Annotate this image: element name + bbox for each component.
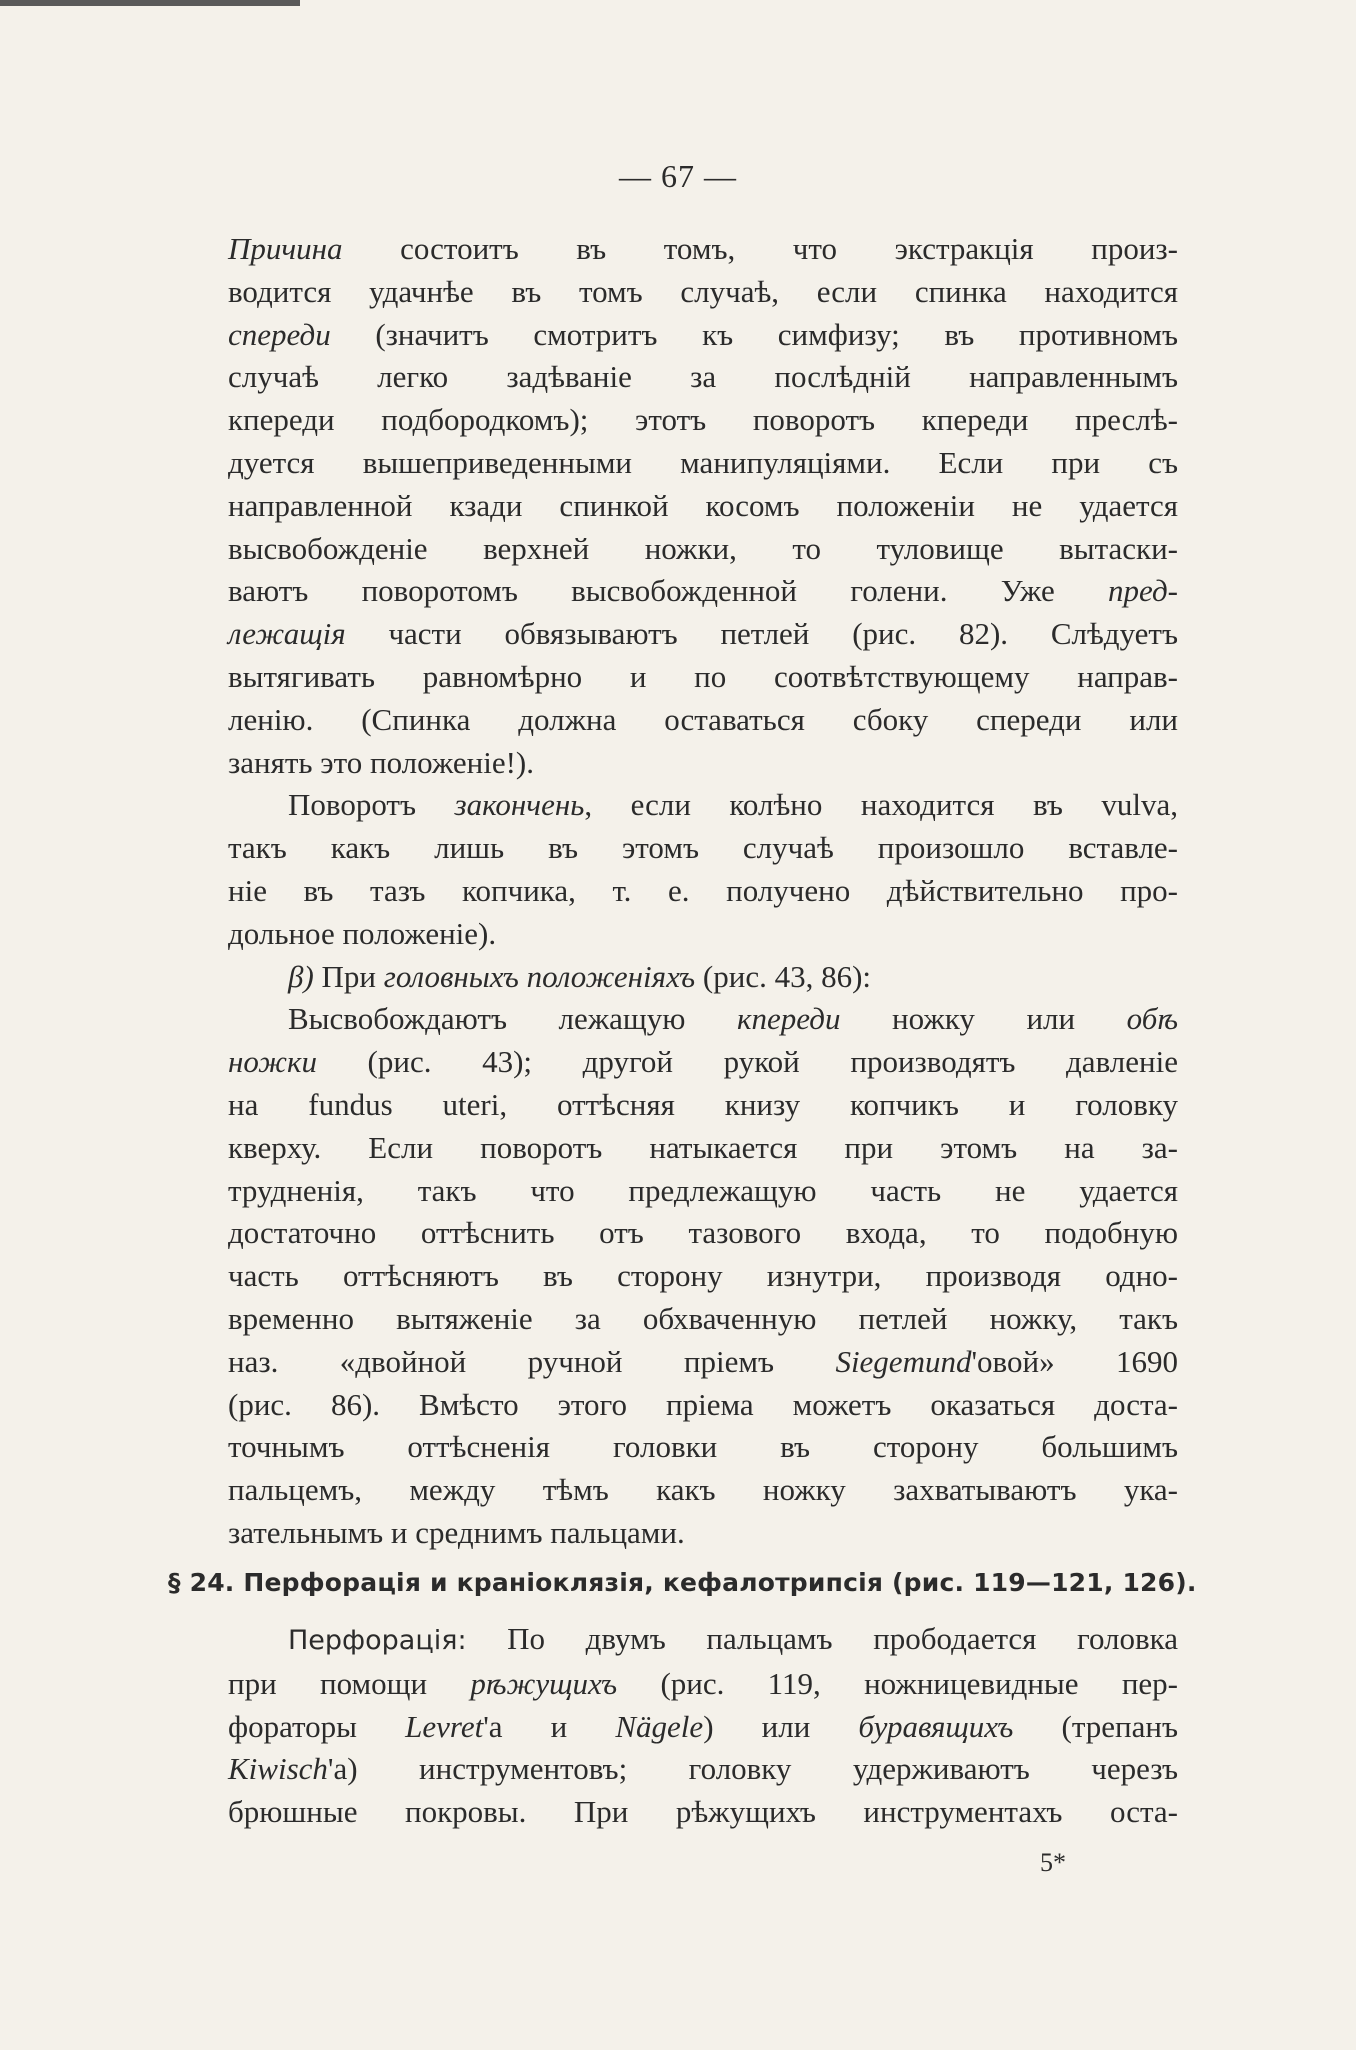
text-run: (рис. 119, ножницевидные пер- <box>617 1665 1178 1701</box>
text-line: зательнымъ и среднимъ пальцами. <box>228 1514 685 1550</box>
text-run: (рис. 43, 86): <box>695 958 872 994</box>
body-text-2 <box>168 1618 1178 1834</box>
text-line: ленію. (Спинка должна оставаться сбоку спереди или <box>228 701 1178 737</box>
text-run: При <box>313 958 384 994</box>
italic-term: кпереди <box>737 1001 841 1037</box>
text-run: (рис. 43); другой рукой производятъ давленіе <box>316 1044 1178 1080</box>
scan-edge <box>0 0 300 6</box>
text-line <box>168 956 1178 999</box>
text-run: фораторы <box>228 1708 406 1744</box>
text-line: достаточно оттѣснить отъ тазового входа, то подобную <box>228 1215 1178 1251</box>
text-run: Высвобождаютъ лежащую <box>288 1001 738 1037</box>
italic-term: буравящихъ <box>858 1708 1014 1744</box>
text-line: водится удачнѣе въ томъ случаѣ, если спинка находится <box>228 273 1178 309</box>
body-text <box>168 228 1178 1555</box>
text-line <box>168 1618 1178 1663</box>
text-run: наз. «двойной ручной пріемъ <box>228 1343 836 1379</box>
text-line: дуется вышеприведенными манипуляціями. Если при съ <box>228 444 1178 480</box>
text-line <box>168 1706 1178 1749</box>
text-run: (значитъ смотритъ къ симфизу; въ противномъ <box>330 316 1178 352</box>
text-run: 'а) инструментовъ; головку удерживаютъ черезъ <box>327 1751 1178 1787</box>
text-line <box>168 1041 1178 1084</box>
text-line: временно вытяженіе за обхваченную петлей ножку, такъ <box>228 1300 1178 1336</box>
text-run: ваютъ поворотомъ высвобожденной голени. Уже <box>228 573 1108 609</box>
text-line: (рис. 86). Вмѣсто этого пріема можетъ оказаться доста- <box>228 1386 1178 1422</box>
text-run: при помощи <box>228 1665 471 1701</box>
italic-name: Siegemund <box>835 1343 972 1379</box>
text-line: кверху. Если поворотъ натыкается при этомъ на за- <box>228 1129 1178 1165</box>
text-run: По двумъ пальцамъ прободается головка <box>466 1621 1178 1656</box>
italic-term: β) <box>288 958 314 994</box>
italic-term: обѣ <box>1126 1001 1179 1037</box>
italic-term: ножки <box>228 1044 317 1080</box>
text-line <box>168 314 1178 357</box>
text-run: 'а и <box>483 1708 616 1744</box>
text-line <box>168 1748 1178 1791</box>
text-line <box>168 1341 1178 1384</box>
text-line: дольное положеніе). <box>228 915 497 951</box>
text-line: точнымъ оттѣсненія головки въ сторону большимъ <box>228 1429 1178 1465</box>
text-line: трудненія, такъ что предлежащую часть не удается <box>228 1172 1178 1208</box>
text-line <box>168 613 1178 656</box>
signature-mark: 5* <box>1040 1848 1066 1877</box>
paragraph-beta <box>168 956 1178 1555</box>
italic-term: лежащія <box>228 616 346 652</box>
italic-name: Nägele <box>615 1708 704 1744</box>
text-line <box>168 570 1178 613</box>
text-line <box>168 998 1178 1041</box>
italic-name: Kiwisch <box>228 1751 328 1787</box>
text-line <box>168 784 1178 827</box>
paragraph-1 <box>168 228 1178 784</box>
italic-term: Причина <box>228 231 343 266</box>
text-line: занять это положеніе!). <box>228 744 534 780</box>
text-line: случаѣ легко задѣваніе за послѣдній направленнымъ <box>228 359 1178 395</box>
text-run: ) или <box>703 1708 859 1744</box>
italic-term: закончень <box>454 787 585 823</box>
text-line: высвобожденіе верхней ножки, то туловище вытаски- <box>228 530 1178 566</box>
text-run: 'овой» 1690 <box>971 1343 1178 1379</box>
text-line: пальцемъ, между тѣмъ какъ ножку захватываютъ ука- <box>228 1472 1178 1508</box>
term-label: Перфорація: <box>288 1625 467 1656</box>
text-run: , если колѣно находится въ vulva, <box>584 787 1178 823</box>
text-line: ніе въ тазъ копчика, т. е. получено дѣйствительно про- <box>228 872 1178 908</box>
text-line: брюшные покровы. При рѣжущихъ инструментахъ оста- <box>228 1794 1178 1830</box>
text-line: кпереди подбородкомъ); этотъ поворотъ кпереди преслѣ- <box>228 402 1178 438</box>
text-line <box>168 1663 1178 1706</box>
text-run: части обвязываютъ петлей (рис. 82). Слѣдуетъ <box>345 616 1178 652</box>
section-heading: § 24. Перфорація и краніоклязія, кефалотрипсія (рис. 119—121, 126). <box>168 1568 1197 1597</box>
text-run: Поворотъ <box>288 787 455 823</box>
text-line: такъ какъ лишь въ этомъ случаѣ произошло вставле- <box>228 830 1178 866</box>
text-line: вытягивать равномѣрно и по соотвѣтствующему направ- <box>228 658 1178 694</box>
paragraph-3 <box>168 1618 1178 1834</box>
italic-term: пред- <box>1108 573 1178 609</box>
text-run: ножку или <box>840 1001 1127 1037</box>
italic-term: спереди <box>228 316 331 352</box>
text-line: на fundus uteri, оттѣсняя книзу копчикъ и головку <box>228 1086 1178 1122</box>
page-number: — 67 — <box>619 158 737 194</box>
text-run: (трепанъ <box>1013 1708 1178 1744</box>
paragraph-2 <box>168 784 1178 955</box>
italic-term: рѣжущихъ <box>470 1665 618 1701</box>
text-line: часть оттѣсняютъ въ сторону изнутри, производя одно- <box>228 1258 1178 1294</box>
italic-term: головныхъ положеніяхъ <box>383 958 696 994</box>
text-line <box>168 228 1178 271</box>
text-run: состоитъ въ томъ, что экстракція произ- <box>342 231 1178 266</box>
italic-name: Levret <box>405 1708 484 1744</box>
text-line: направленной кзади спинкой косомъ положеніи не удается <box>228 487 1178 523</box>
